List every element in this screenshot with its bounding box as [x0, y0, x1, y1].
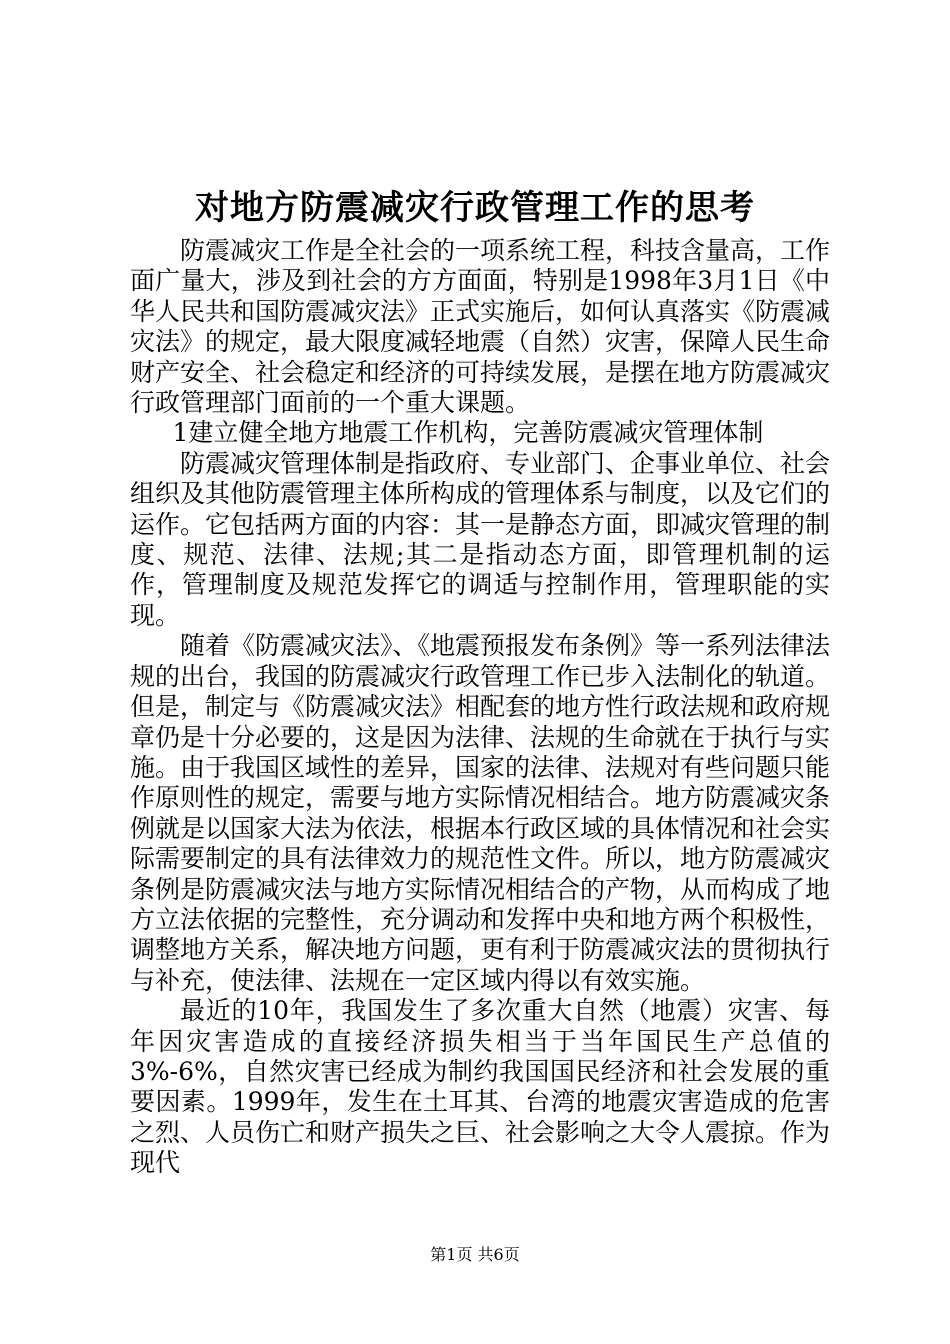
- paragraph-disasters: 最近的10年，我国发生了多次重大自然（地震）灾害、每年因灾害造成的直接经济损失相当于当年国民生产总值的3%-6%，自然灾害已经成为制约我国国民经济和社会发展的重要因素。1999年，发生在土耳其、台湾的地震灾害造成的危害之烈、人员伤亡和财产损失之巨、社会影响之大令人震掠。作为现代: [130, 996, 831, 1178]
- paragraph-intro: 防震减灾工作是全社会的一项系统工程，科技含量高，工作面广量大，涉及到社会的方方面面，特别是1998年3月1日《中华人民共和国防震减灾法》正式实施后，如何认真落实《防震减灾法》的规定，最大限度减轻地震（自然）灾害，保障人民生命财产安全、社会稳定和经济的可持续发展，是摆在地方防震减灾行政管理部门面前的一个重大课题。: [130, 236, 831, 418]
- document-body: [130, 236, 830, 1179]
- paragraph-legislation: 随着《防震减灾法》、《地震预报发布条例》等一系列法律法规的出台，我国的防震减灾行政管理工作已步入法制化的轨道。但是，制定与《防震减灾法》相配套的地方性行政法规和政府规章仍是十分必要的，这是因为法律、法规的生命就在于执行与实施。由于我国区域性的差异，国家的法律、法规对有些问题只能作原则性的规定，需要与地方实际情况相结合。地方防震减灾条例就是以国家大法为依法，根据本行政区域的具体情况和社会实际需要制定的具有法律效力的规范性文件。所以，地方防震减灾条例是防震减灾法与地方实际情况相结合的产物，从而构成了地方立法依据的完整性，充分调动和发挥中央和地方两个积极性，调整地方关系，解决地方问题，更有利于防震减灾法的贯彻执行与补充，使法律、法规在一定区域内得以有效实施。: [130, 631, 831, 995]
- paragraph-management-system: 防震减灾管理体制是指政府、专业部门、企事业单位、社会组织及其他防震管理主体所构成的管理体系与制度，以及它们的运作。它包括两方面的内容：其一是静态方面，即减灾管理的制度、规范、法律、法规;其二是指动态方面，即管理机制的运作，管理制度及规范发挥它的调适与控制作用，管理职能的实现。: [130, 448, 831, 630]
- section-heading: 1建立健全地方地震工作机构，完善防震减灾管理体制: [172, 418, 764, 448]
- page-footer: 第1页 共6页: [430, 1245, 520, 1264]
- document-title: 对地方防震减灾行政管理工作的思考: [195, 188, 755, 228]
